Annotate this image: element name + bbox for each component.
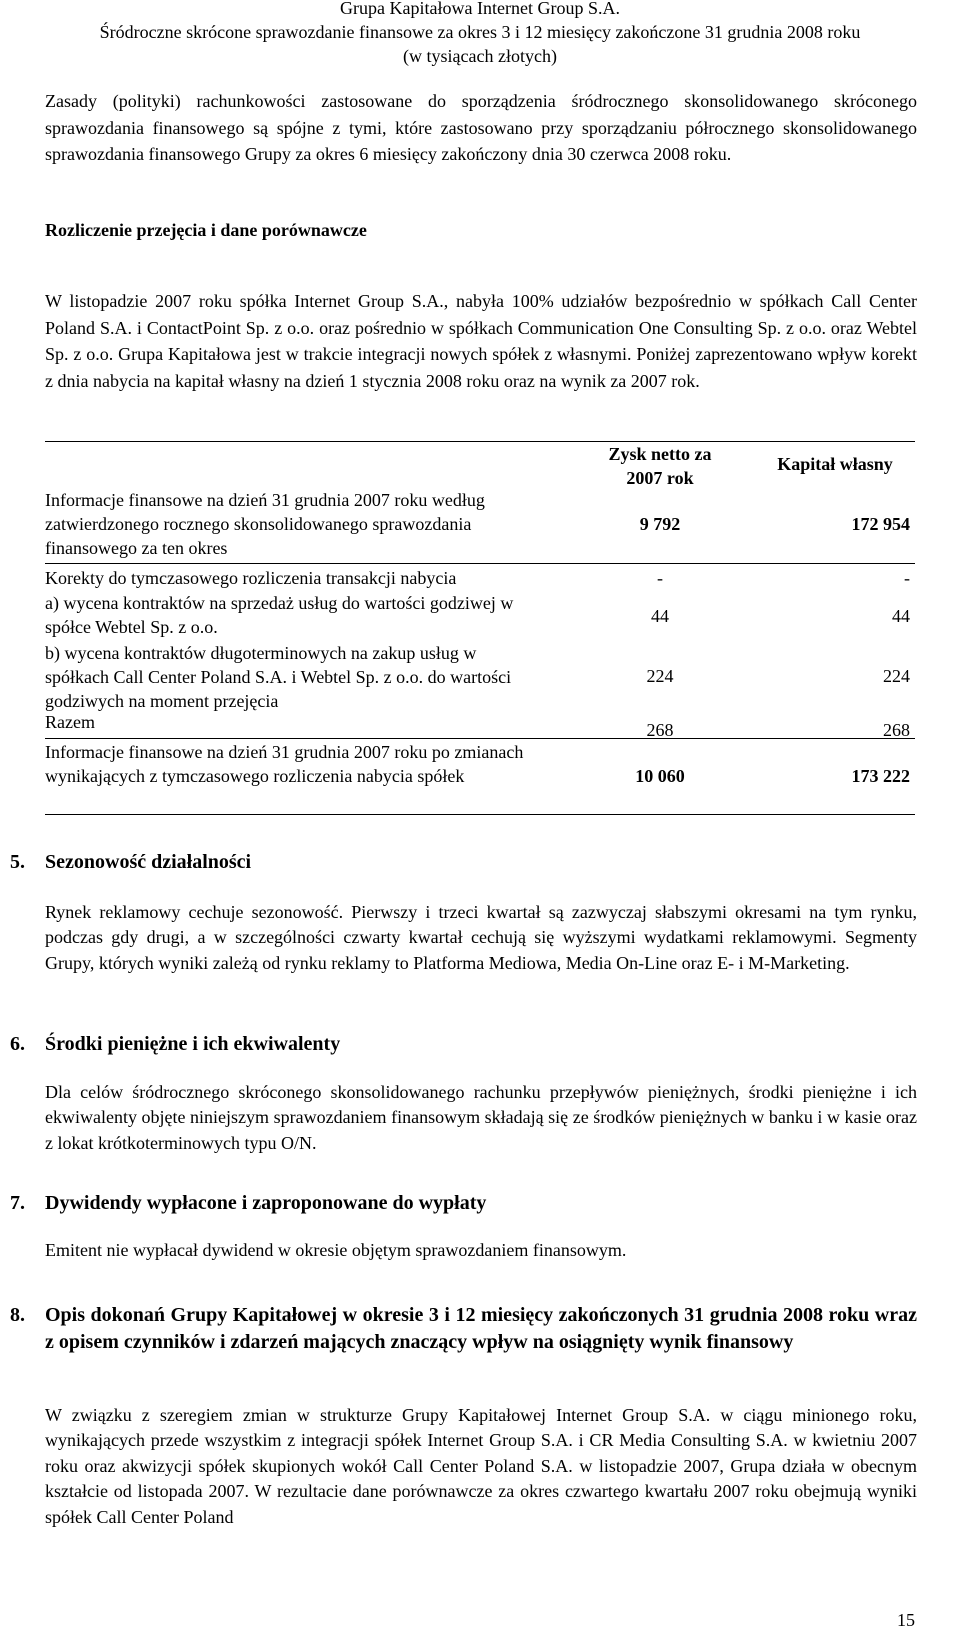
table-cell-equity: 224 <box>883 666 910 686</box>
section-title: Opis dokonań Grupy Kapitałowej w okresie 3 i 12 miesięcy zakończonych 31 grudnia 2008 roku wraz z opisem czynników i zdarzeń mających znaczący wpływ na osiągnięty wynik finansowy <box>45 1304 917 1353</box>
table-row-label: Korekty do tymczasowego rozliczenia transakcji nabycia <box>45 568 457 588</box>
table-cell-equity: 172 954 <box>851 514 910 534</box>
table-cell-net-profit: 268 <box>646 720 674 740</box>
table-header-net-profit: Zysk netto za 2007 rok <box>608 444 712 488</box>
table-cell-equity: - <box>904 568 910 588</box>
table-cell-net-profit: - <box>657 568 663 588</box>
section-5-body: Rynek reklamowy cechuje sezonowość. Pierwszy i trzeci kwartał są zazwyczaj słabszymi okresami na tym rynku, podczas gdy drugi, a w szczególności czwarty kwartał cechują się wyższymi wydatkami reklamowymi. Segmenty Grupy, których wyniki zależą od rynku reklamy to Platforma Mediowa, Media On-Line oraz E- i M-Marketing. <box>45 902 917 973</box>
table-row-label: Informacje finansowe na dzień 31 grudnia 2007 roku według zatwierdzonego rocznego skonsolidowanego sprawozdania finansowego za ten okres <box>45 490 485 558</box>
section-title: Sezonowość działalności <box>45 851 252 873</box>
intro-paragraph: Zasady (polityki) rachunkowości zastosowane do sporządzenia śródrocznego skonsolidowanego skróconego sprawozdania finansowego są spójne z tymi, które zastosowano przy sporządzaniu półrocznego skonsolidowanego sprawozdania finansowego Grupy za okres 6 miesięcy zakończony dnia 30 czerwca 2008 roku. <box>45 91 917 165</box>
subheading: Rozliczenie przejęcia i dane porównawcze <box>45 220 367 240</box>
table-cell-equity: 173 222 <box>851 766 910 786</box>
acquisition-paragraph: W listopadzie 2007 roku spółka Internet Group S.A., nabyła 100% udziałów bezpośrednio w spółkach Call Center Poland S.A. i ContactPoint Sp. z o.o. oraz pośrednio w spółkach Communication One Consulting Sp. z o.o. oraz Webtel Sp. z o.o. Grupa Kapitałowa jest w trakcie integracji nowych spółek z własnymi. Poniżej zaprezentowano wpływ korekt z dnia nabycia na kapitał własny na dzień 1 stycznia 2008 roku oraz na wynik za 2007 rok. <box>45 291 917 391</box>
table-row-label: Informacje finansowe na dzień 31 grudnia 2007 roku po zmianach wynikających z tymczasowego rozliczenia nabycia spółek <box>45 742 524 786</box>
section-number: 7. <box>10 1192 25 1214</box>
table-cell-net-profit: 9 792 <box>639 514 681 534</box>
page-number: 15 <box>897 1610 915 1630</box>
table-cell-net-profit: 44 <box>651 606 669 626</box>
table-cell-net-profit: 224 <box>646 666 674 686</box>
table-bottom-rule <box>45 814 915 815</box>
header-company: Grupa Kapitałowa Internet Group S.A. <box>340 0 620 18</box>
table-cell-equity: 268 <box>883 720 910 740</box>
section-7-body: Emitent nie wypłacał dywidend w okresie objętym sprawozdaniem finansowym. <box>45 1240 627 1260</box>
section-8-body: W związku z szeregiem zmian w strukturze Grupy Kapitałowej Internet Group S.A. w ciągu minionego roku, wynikających przede wszystkim z integracji spółek Internet Group S.A. i CR Media Consulting S.A. w kwietniu 2007 roku oraz akwizycji spółek skupionych wokół Call Center Poland S.A. w listopadzie 2007, Grupa działa w obecnym kształcie od listopada 2007. W rezultacie dane porównawcze za okres czwartego kwartału 2007 roku obejmują wyniki spółek Call Center Poland <box>45 1405 917 1527</box>
section-number: 8. <box>10 1304 25 1326</box>
table-cell-equity: 44 <box>892 606 910 626</box>
section-title: Dywidendy wypłacone i zaproponowane do wypłaty <box>45 1192 487 1214</box>
section-title: Środki pieniężne i ich ekwiwalenty <box>45 1033 341 1055</box>
table-row-label: a) wycena kontraktów na sprzedaż usług do wartości godziwej w spółce Webtel Sp. z o.o. <box>45 593 514 637</box>
table-cell-net-profit: 10 060 <box>635 766 685 786</box>
table-top-rule <box>45 441 915 442</box>
section-number: 5. <box>10 851 25 873</box>
section-6-body: Dla celów śródrocznego skróconego skonsolidowanego rachunku przepływów pieniężnych, środki pieniężne i ich ekwiwalenty objęte niniejszym sprawozdaniem finansowym składają się ze środków pieniężnych w banku i w kasie oraz z lokat krótkoterminowych typu O/N. <box>45 1082 917 1153</box>
table-row-label: b) wycena kontraktów długoterminowych na zakup usług w spółkach Call Center Poland S.A. i Webtel Sp. z o.o. do wartości godziwych na moment przejęcia <box>45 643 512 711</box>
page-header <box>0 0 960 68</box>
table-header-equity: Kapitał własny <box>777 454 893 474</box>
table-row-rule <box>45 563 915 564</box>
header-report-title: Śródroczne skrócone sprawozdanie finansowe za okres 3 i 12 miesięcy zakończone 31 grudnia 2008 roku <box>99 22 861 42</box>
section-number: 6. <box>10 1033 25 1055</box>
table-row-label: Razem <box>45 712 95 732</box>
table-row-rule <box>45 738 915 739</box>
header-units: (w tysiącach złotych) <box>403 46 557 66</box>
